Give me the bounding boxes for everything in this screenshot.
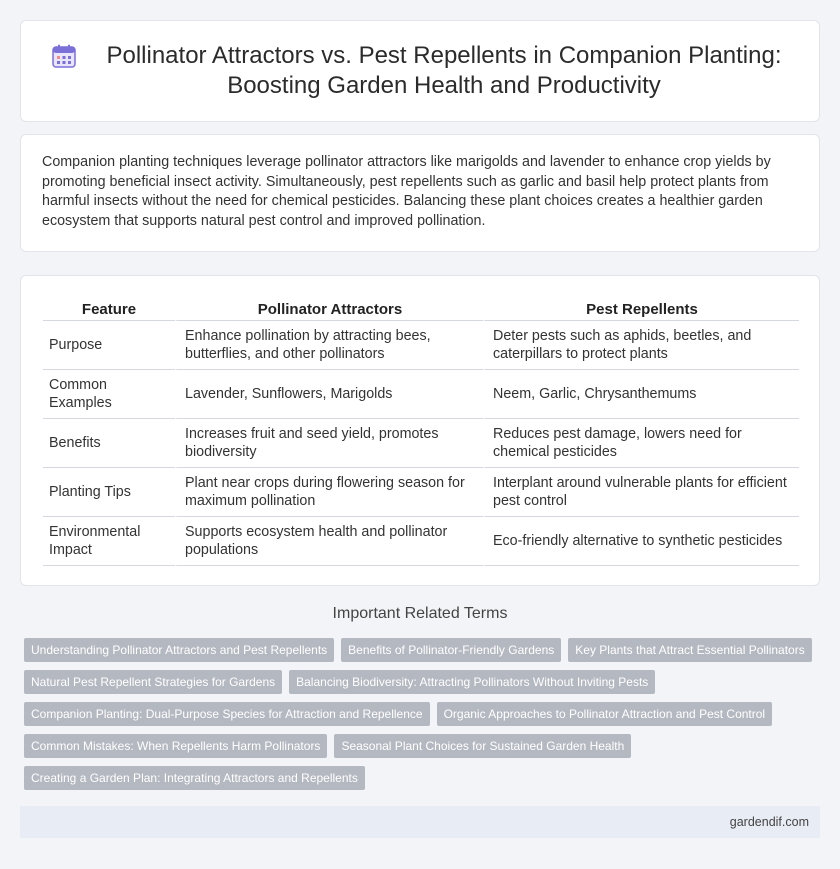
calendar-icon xyxy=(51,43,77,69)
table-cell-pest: Neem, Garlic, Chrysanthemums xyxy=(483,370,799,419)
comparison-table xyxy=(43,296,799,566)
table-cell-pollinator: Enhance pollination by attracting bees, butterflies, and other pollinators xyxy=(175,321,483,370)
related-term-tag[interactable]: Understanding Pollinator Attractors and Pest Repellents xyxy=(24,638,334,662)
column-header-feature: Feature xyxy=(43,296,175,321)
column-header-pest-repellents: Pest Repellents xyxy=(483,296,799,321)
related-term-tag[interactable]: Key Plants that Attract Essential Pollinators xyxy=(568,638,811,662)
table-row xyxy=(43,517,799,566)
column-header-pollinator-attractors: Pollinator Attractors xyxy=(175,296,483,321)
table-row xyxy=(43,321,799,370)
table-cell-pollinator: Plant near crops during flowering season for maximum pollination xyxy=(175,468,483,517)
table-cell-pest: Deter pests such as aphids, beetles, and caterpillars to protect plants xyxy=(483,321,799,370)
table-cell-pest: Interplant around vulnerable plants for efficient pest control xyxy=(483,468,799,517)
table-cell-feature: Purpose xyxy=(43,321,175,370)
table-cell-feature: Environmental Impact xyxy=(43,517,175,566)
related-terms-tags xyxy=(24,638,824,798)
header-card xyxy=(20,20,820,122)
related-term-tag[interactable]: Balancing Biodiversity: Attracting Pollinators Without Inviting Pests xyxy=(289,670,655,694)
related-term-tag[interactable]: Common Mistakes: When Repellents Harm Pollinators xyxy=(24,734,327,758)
table-row xyxy=(43,370,799,419)
table-cell-pollinator: Lavender, Sunflowers, Marigolds xyxy=(175,370,483,419)
table-cell-feature: Benefits xyxy=(43,419,175,468)
table-cell-feature: Planting Tips xyxy=(43,468,175,517)
page-title: Pollinator Attractors vs. Pest Repellents in Companion Planting: Boosting Garden Health and Productivity xyxy=(106,42,782,99)
footer-site-link[interactable]: gardendif.com xyxy=(729,815,809,829)
table-header-row xyxy=(43,296,799,321)
related-term-tag[interactable]: Natural Pest Repellent Strategies for Gardens xyxy=(24,670,282,694)
table-cell-pollinator: Increases fruit and seed yield, promotes biodiversity xyxy=(175,419,483,468)
related-term-tag[interactable]: Creating a Garden Plan: Integrating Attractors and Repellents xyxy=(24,766,365,790)
table-cell-feature: Common Examples xyxy=(43,370,175,419)
comparison-table-card xyxy=(20,275,820,586)
related-term-tag[interactable]: Companion Planting: Dual-Purpose Species for Attraction and Repellence xyxy=(24,702,430,726)
table-cell-pest: Reduces pest damage, lowers need for chemical pesticides xyxy=(483,419,799,468)
intro-card xyxy=(20,134,820,252)
related-term-tag[interactable]: Organic Approaches to Pollinator Attraction and Pest Control xyxy=(437,702,773,726)
table-cell-pollinator: Supports ecosystem health and pollinator populations xyxy=(175,517,483,566)
table-row xyxy=(43,468,799,517)
footer xyxy=(20,806,820,838)
intro-paragraph: Companion planting techniques leverage pollinator attractors like marigolds and lavender to enhance crop yields by promoting beneficial insect activity. Simultaneously, pest repellents such as garlic and basil help protect plants from harmful insects without the need for chemical pesticides. Balancing these plant choices creates a healthier garden ecosystem that supports natural pest control and improved pollination. xyxy=(42,154,771,229)
table-cell-pest: Eco-friendly alternative to synthetic pesticides xyxy=(483,517,799,566)
table-row xyxy=(43,419,799,468)
related-term-tag[interactable]: Seasonal Plant Choices for Sustained Garden Health xyxy=(334,734,631,758)
related-term-tag[interactable]: Benefits of Pollinator-Friendly Gardens xyxy=(341,638,561,662)
related-terms-heading: Important Related Terms xyxy=(332,605,508,622)
